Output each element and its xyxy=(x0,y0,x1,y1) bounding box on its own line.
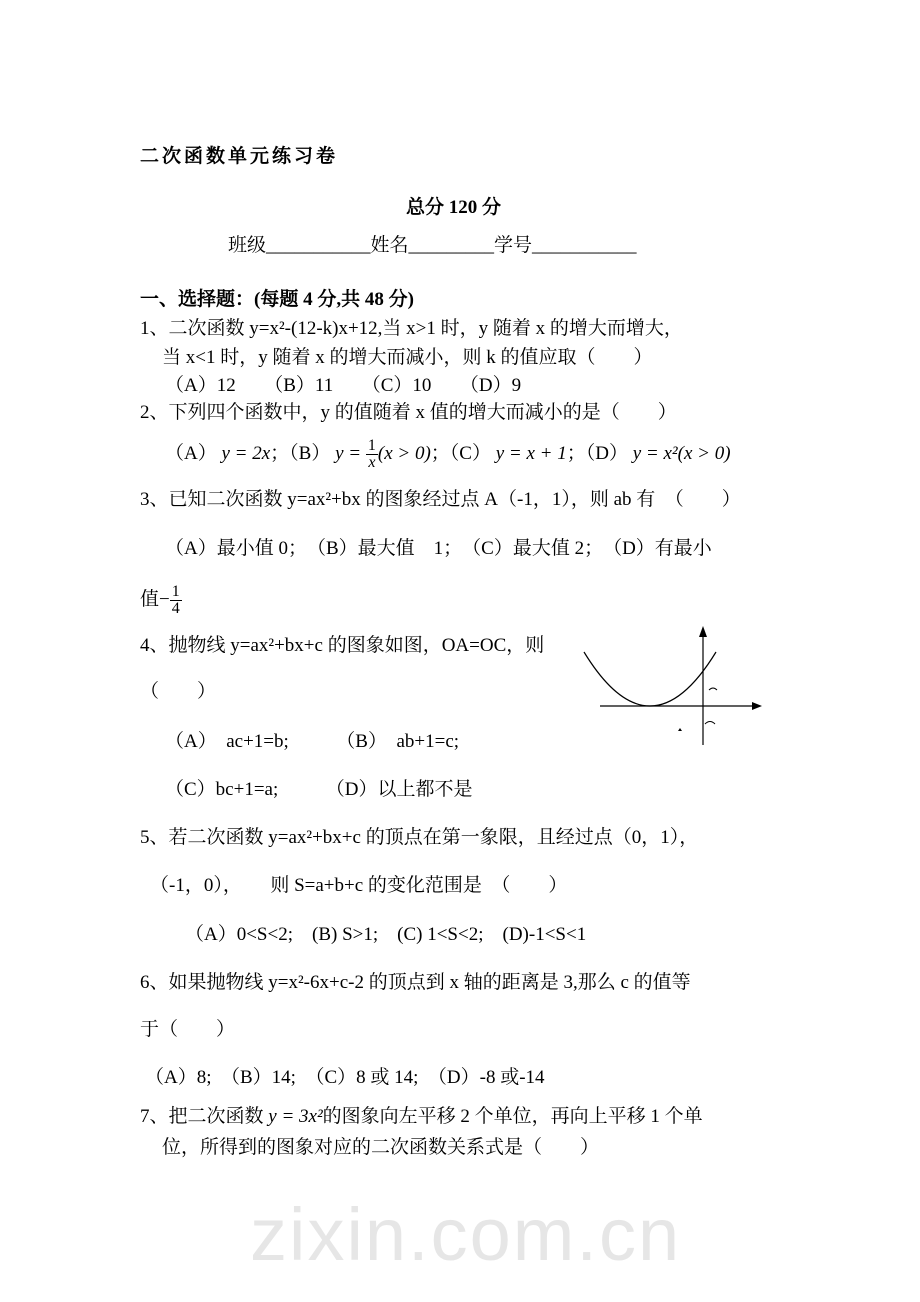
q4-line1: 4、抛物线 y=ax²+bx+c 的图象如图，OA=OC，则 xyxy=(140,635,545,656)
q7-expr: y = 3x² xyxy=(268,1106,323,1127)
q2-b-label: ；（B） xyxy=(270,442,336,464)
numerator: 1 xyxy=(367,437,376,454)
q1-line2: 当 x<1 时，y 随着 x 的增大而减小，则 k 的值应取（ ） xyxy=(162,347,653,368)
q6-line2: 于（ ） xyxy=(140,1019,236,1040)
q5-options: （A）0<S<2; (B) S>1; (C) 1<S<2; (D)-1<S<1 xyxy=(185,924,587,945)
q2-options xyxy=(165,438,731,471)
q7-text-a: 7、把二次函数 xyxy=(140,1106,269,1127)
label-o-mark xyxy=(705,722,715,725)
q4-line2: （ ） xyxy=(140,681,217,702)
q2-c-label: ；（C） xyxy=(430,442,496,464)
q3-line3 xyxy=(140,584,182,617)
q7-line1 xyxy=(140,1105,703,1129)
student-info: 班级___________姓名_________学号___________ xyxy=(228,235,637,256)
q1-options: （A）12 （B）11 （C）10 （D）9 xyxy=(165,375,522,396)
q2-line1: 2、下列四个函数中，y 的值随着 x 值的增大而减小的是（ ） xyxy=(140,402,677,423)
q7-text-b: 的图象向左平移 2 个单位，再向上平移 1 个单 xyxy=(322,1106,703,1127)
q2-a-expr: y = 2x xyxy=(221,442,271,464)
q6-line1: 6、如果抛物线 y=x²-6x+c-2 的顶点到 x 轴的距离是 3,那么 c 的值等 xyxy=(140,972,691,993)
q3-options: （A）最小值 0； （B）最大值 1； （C）最大值 2； （D）有最小 xyxy=(165,538,712,559)
doc-title: 二次函数单元练习卷 xyxy=(140,146,339,167)
q3-line1: 3、已知二次函数 y=ax²+bx 的图象经过点 A（-1，1），则 ab 有 （ ） xyxy=(140,489,741,510)
numerator: 1 xyxy=(171,583,180,600)
q2-b-post: (x > 0) xyxy=(377,442,431,464)
q4-options-cd: （C）bc+1=a; （D）以上都不是 xyxy=(165,779,473,800)
denominator: 4 xyxy=(171,600,180,617)
q1-line1: 1、二次函数 y=x²-(12-k)x+12,当 x>1 时，y 随着 x 的增大而增大， xyxy=(140,318,683,339)
q2-b-pre: y = xyxy=(335,442,366,464)
q2-a-label: （A） xyxy=(165,442,222,464)
q7-line2: 位，所得到的图象对应的二次函数关系式是（ ） xyxy=(162,1137,600,1158)
q3-d-value: 值− xyxy=(140,588,170,610)
y-axis-arrow-icon xyxy=(699,626,707,637)
q6-options: （A）8; （B）14; （C）8 或 14; （D）-8 或-14 xyxy=(145,1067,545,1088)
watermark: zixin.com.cn xyxy=(250,1193,682,1276)
q2-d-expr: y = x²(x > 0) xyxy=(632,442,731,464)
q2-b-fraction xyxy=(366,438,378,471)
parabola-curve xyxy=(584,652,716,706)
section-heading: 一、选择题：(每题 4 分,共 48 分) xyxy=(140,289,414,310)
label-c-mark xyxy=(709,688,717,690)
denominator: x xyxy=(368,454,376,471)
x-axis-arrow-icon xyxy=(752,702,762,710)
parabola-graph xyxy=(580,620,770,750)
q5-line2: （-1，0）， 则 S=a+b+c 的变化范围是 （ ） xyxy=(150,875,568,896)
q3-fraction xyxy=(170,584,182,617)
total-score: 总分 120 分 xyxy=(406,197,502,218)
q5-line1: 5、若二次函数 y=ax²+bx+c 的顶点在第一象限，且经过点（0，1）， xyxy=(140,827,699,848)
q4-options-ab: （A） ac+1=b; （B） ab+1=c; xyxy=(165,731,460,752)
q2-c-expr: y = x + 1 xyxy=(495,442,567,464)
label-a-mark xyxy=(678,728,682,731)
q2-d-label: ；（D） xyxy=(566,442,633,464)
